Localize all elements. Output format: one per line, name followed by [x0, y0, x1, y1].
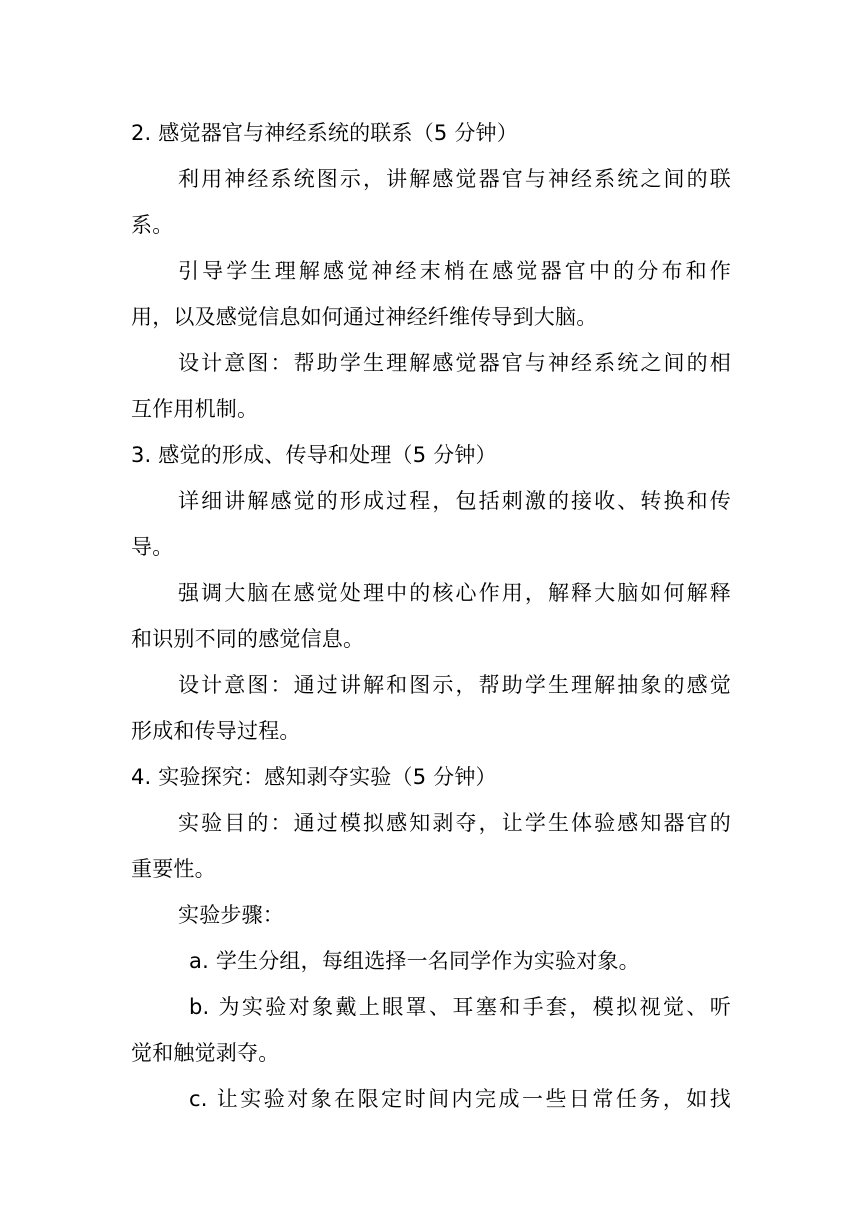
paragraph-line: 导。	[131, 535, 174, 559]
document-body	[131, 110, 731, 1122]
paragraph-line: 互作用机制。	[131, 397, 259, 421]
section-heading-4: 4. 实验探究：感知剥夺实验（5 分钟）	[131, 765, 497, 789]
paragraph-line: 引导学生理解感觉神经末梢在感觉器官中的分布和作	[178, 259, 731, 283]
paragraph-line: 系。	[131, 213, 174, 237]
paragraph-line: 用，以及感觉信息如何通过神经纤维传导到大脑。	[131, 305, 598, 329]
paragraph-line: 和识别不同的感觉信息。	[131, 627, 365, 651]
paragraph-line: 觉和触觉剥夺。	[131, 1041, 280, 1065]
paragraph-line: 详细讲解感觉的形成过程，包括刺激的接收、转换和传	[178, 489, 731, 513]
paragraph-line: 设计意图：通过讲解和图示，帮助学生理解抽象的感觉	[178, 673, 731, 697]
paragraph-line: 设计意图：帮助学生理解感觉器官与神经系统之间的相	[178, 351, 731, 375]
list-item-b: b. 为实验对象戴上眼罩、耳塞和手套，模拟视觉、听	[189, 995, 731, 1019]
paragraph-line: 重要性。	[131, 857, 216, 881]
paragraph-line: 形成和传导过程。	[131, 719, 301, 743]
paragraph-line: 利用神经系统图示，讲解感觉器官与神经系统之间的联	[178, 167, 731, 191]
paragraph-line: 实验目的：通过模拟感知剥夺，让学生体验感知器官的	[178, 811, 731, 835]
paragraph-line: 实验步骤：	[178, 903, 284, 927]
list-item-a: a. 学生分组，每组选择一名同学作为实验对象。	[189, 949, 640, 973]
section-heading-2: 2. 感觉器官与神经系统的联系（5 分钟）	[131, 121, 518, 145]
list-item-c: c. 让实验对象在限定时间内完成一些日常任务，如找	[189, 1087, 731, 1111]
section-heading-3: 3. 感觉的形成、传导和处理（5 分钟）	[131, 443, 497, 467]
paragraph-line: 强调大脑在感觉处理中的核心作用，解释大脑如何解释	[178, 581, 731, 605]
